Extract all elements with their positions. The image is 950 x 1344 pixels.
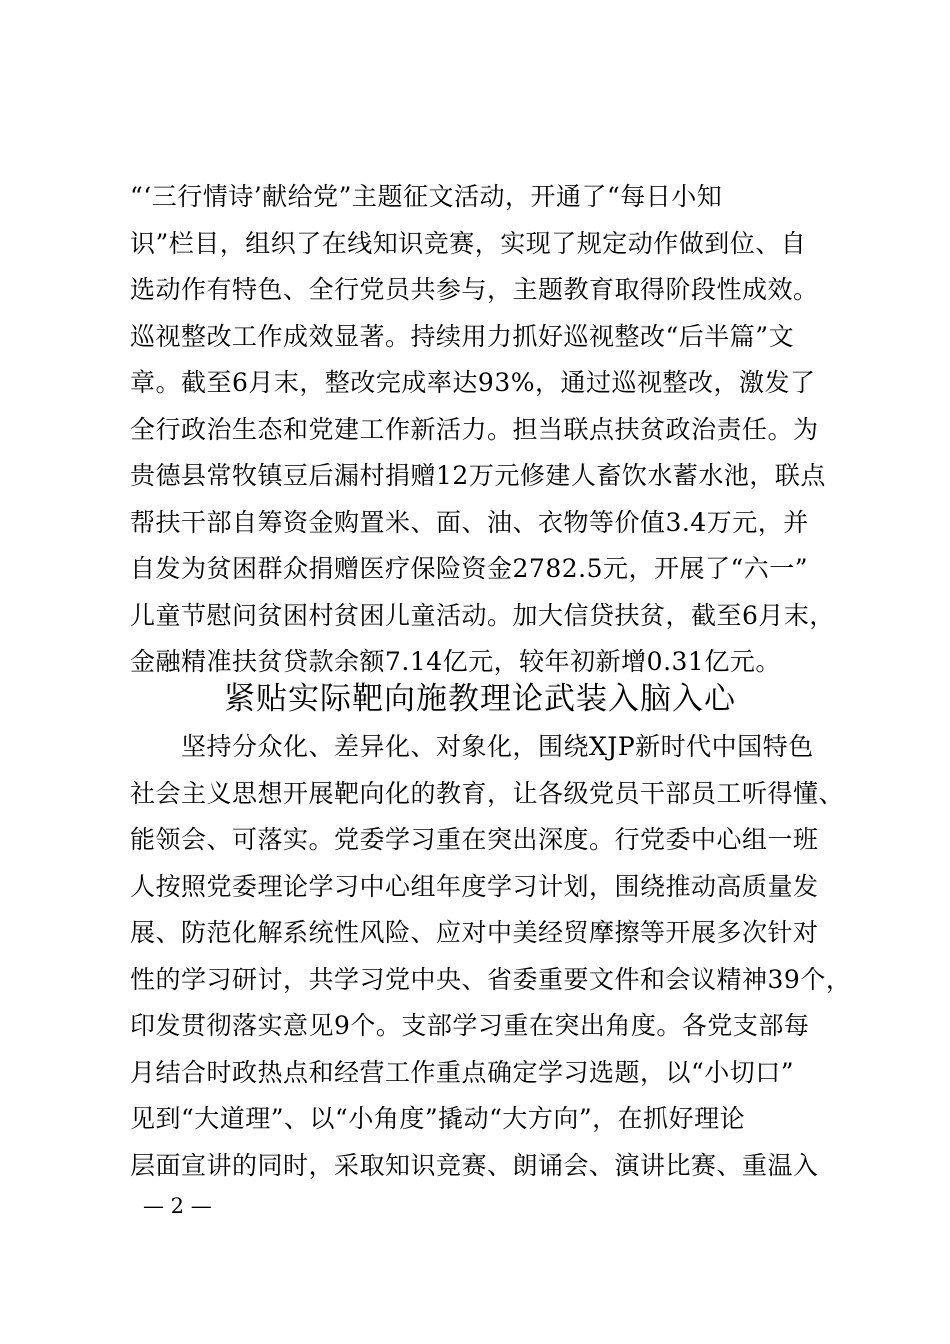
body-paragraph-1	[130, 174, 835, 686]
text-line: 金融精准扶贫贷款余额7.14亿元，较年初新增0.31亿元。	[130, 647, 781, 676]
text-line: 贵德县常牧镇豆后漏村捐赠12万元修建人畜饮水蓄水池，联点	[130, 461, 826, 490]
text-line: 月结合时政热点和经营工作重点确定学习选题，以“小切口”	[130, 1057, 795, 1087]
text-line: 性的学习研讨，共学习党中央、省委重要文件和会议精神39个，	[130, 964, 852, 994]
text-line: 见到“大道理”、以“小角度”撬动“大方向”，在抓好理论	[130, 1104, 746, 1133]
text-line: 人按照党委理论学习中心组年度学习计划，围绕推动高质量发	[130, 871, 819, 901]
text-line: 识”栏目，组织了在线知识竞赛，实现了规定动作做到位、自	[130, 228, 807, 258]
text-line: 层面宣讲的同时，采取知识竞赛、朗诵会、演讲比赛、重温入	[130, 1150, 819, 1180]
text-line: 儿童节慰问贫困村贫困儿童活动。加大信贷扶贫，截至6月末，	[130, 600, 835, 630]
text-line: 自发为贫困群众捐赠医疗保险资金2782.5元，开展了“六一”	[130, 554, 809, 583]
text-line: 能领会、可落实。党委学习重在突出深度。行党委中心组一班	[130, 825, 819, 854]
text-line: 巡视整改工作成效显著。持续用力抓好巡视整改“后半篇”文	[130, 321, 795, 351]
text-line: 印发贯彻落实意见9个。支部学习重在突出角度。各党支部每	[130, 1011, 810, 1040]
text-line: 社会主义思想开展靶向化的教育，让各级党员干部员工听得懂、	[130, 778, 845, 808]
text-line: 帮扶干部自筹资金购置米、面、油、衣物等价值3.4万元，并	[130, 507, 809, 537]
body-paragraph-2	[130, 724, 852, 1189]
section-heading: 紧贴实际靶向施教理论武装入脑入心	[224, 681, 736, 717]
text-line: 全行政治生态和党建工作新活力。担当联点扶贫政治责任。为	[130, 414, 819, 444]
text-line: 坚持分众化、差异化、对象化，围绕XJP新时代中国特色	[130, 732, 814, 761]
text-line: “‘三行情诗’献给党”主题征文活动，开通了“每日小知	[130, 182, 723, 211]
text-line: 选动作有特色、全行党员共参与，主题教育取得阶段性成效。	[130, 275, 819, 304]
text-line: 章。截至6月末，整改完成率达93%，通过巡视整改，激发了	[130, 368, 816, 397]
page-number: — 2 —	[143, 1194, 212, 1218]
text-line: 展、防范化解系统性风险、应对中美经贸摩擦等开展多次针对	[130, 918, 819, 947]
